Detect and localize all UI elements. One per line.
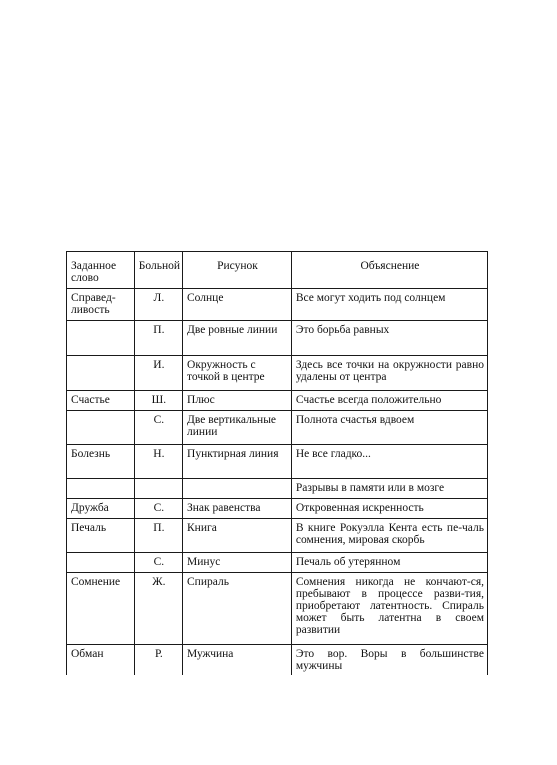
cell-word: Болезнь	[67, 445, 135, 479]
cell-picture: Пунктирная линия	[183, 445, 292, 479]
cell-picture: Солнце	[183, 289, 292, 321]
table-row	[67, 519, 488, 553]
cell-explanation: Это вор. Воры в большинстве мужчины	[291, 645, 487, 675]
cell-word: Дружба	[67, 499, 135, 519]
cell-patient: П.	[134, 519, 182, 553]
cell-explanation: Это борьба равных	[291, 321, 487, 356]
cell-patient	[134, 479, 182, 499]
table-row	[67, 479, 488, 499]
cell-picture: Окружность с точкой в центре	[183, 356, 292, 391]
header-explanation: Объяснение	[291, 252, 487, 289]
table-row	[67, 553, 488, 573]
cell-explanation: Печаль об утерянном	[291, 553, 487, 573]
cell-word: Обман	[67, 645, 135, 675]
cell-picture: Плюс	[183, 391, 292, 411]
cell-patient: Ш.	[134, 391, 182, 411]
cell-picture: Спираль	[183, 573, 292, 645]
cell-explanation: Полнота счастья вдвоем	[291, 411, 487, 445]
cell-patient: Н.	[134, 445, 182, 479]
cell-word: Печаль	[67, 519, 135, 553]
cell-patient: П.	[134, 321, 182, 356]
cell-word	[67, 553, 135, 573]
header-patient: Больной	[134, 252, 182, 289]
table-row	[67, 573, 488, 645]
table-row	[67, 356, 488, 391]
cell-picture: Мужчина	[183, 645, 292, 675]
cell-word	[67, 411, 135, 445]
cell-picture: Две ровные линии	[183, 321, 292, 356]
table-row	[67, 499, 488, 519]
cell-explanation: Все могут ходить под солнцем	[291, 289, 487, 321]
table-row	[67, 411, 488, 445]
header-row	[67, 252, 488, 289]
cell-patient: С.	[134, 411, 182, 445]
cell-patient: С.	[134, 499, 182, 519]
table-row	[67, 289, 488, 321]
data-table	[66, 251, 488, 675]
header-picture: Рисунок	[183, 252, 292, 289]
table-row	[67, 391, 488, 411]
table-row	[67, 645, 488, 675]
cell-explanation: Сомнения никогда не кончают-ся, пребывают в процессе разви-тия, приобретают латентность. Спираль может быть латентна в своем развитии	[291, 573, 487, 645]
cell-picture: Книга	[183, 519, 292, 553]
cell-explanation: Не все гладко...	[291, 445, 487, 479]
cell-word: Счастье	[67, 391, 135, 411]
cell-patient: С.	[134, 553, 182, 573]
cell-explanation: Откровенная искренность	[291, 499, 487, 519]
cell-patient: Ж.	[134, 573, 182, 645]
cell-word	[67, 321, 135, 356]
cell-explanation: Разрывы в памяти или в мозге	[291, 479, 487, 499]
cell-explanation: В книге Рокуэлла Кента есть пе-чаль сомнения, мировая скорбь	[291, 519, 487, 553]
cell-picture	[183, 479, 292, 499]
table-row	[67, 445, 488, 479]
cell-explanation: Счастье всегда положительно	[291, 391, 487, 411]
table-row	[67, 321, 488, 356]
cell-picture: Минус	[183, 553, 292, 573]
cell-explanation: Здесь все точки на окружности равно удалены от центра	[291, 356, 487, 391]
cell-patient: И.	[134, 356, 182, 391]
cell-word	[67, 356, 135, 391]
cell-word: Сомнение	[67, 573, 135, 645]
cell-word: Справед-ливость	[67, 289, 135, 321]
cell-patient: Л.	[134, 289, 182, 321]
cell-picture: Две вертикальные линии	[183, 411, 292, 445]
cell-patient: Р.	[134, 645, 182, 675]
cell-word	[67, 479, 135, 499]
header-word: Заданное слово	[67, 252, 135, 289]
cell-picture: Знак равенства	[183, 499, 292, 519]
